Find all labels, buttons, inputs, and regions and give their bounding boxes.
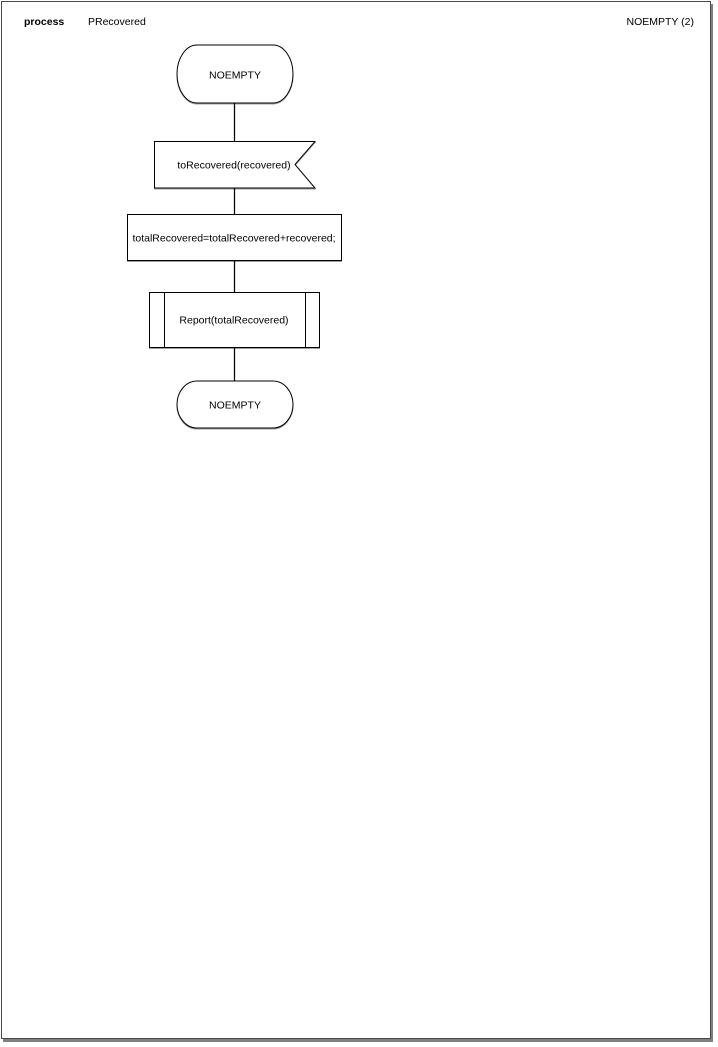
- page-state-label: NOEMPTY (2): [626, 16, 694, 28]
- state-symbol-top[interactable]: [177, 45, 293, 103]
- state-top-label: NOEMPTY: [209, 69, 261, 82]
- task-symbol[interactable]: [128, 215, 342, 261]
- state-symbol-bottom[interactable]: [177, 381, 293, 428]
- process-kind-label: process: [24, 16, 65, 28]
- input-signal-symbol[interactable]: [155, 142, 316, 189]
- state-bottom-label: NOEMPTY: [209, 399, 261, 412]
- procedure-call-symbol[interactable]: [150, 293, 320, 348]
- task-label: totalRecovered=totalRecovered+recovered;: [132, 232, 336, 245]
- input-signal-label: toRecovered(recovered): [177, 159, 291, 172]
- process-name-label: PRecovered: [88, 16, 146, 28]
- procedure-label: Report(totalRecovered): [179, 314, 289, 327]
